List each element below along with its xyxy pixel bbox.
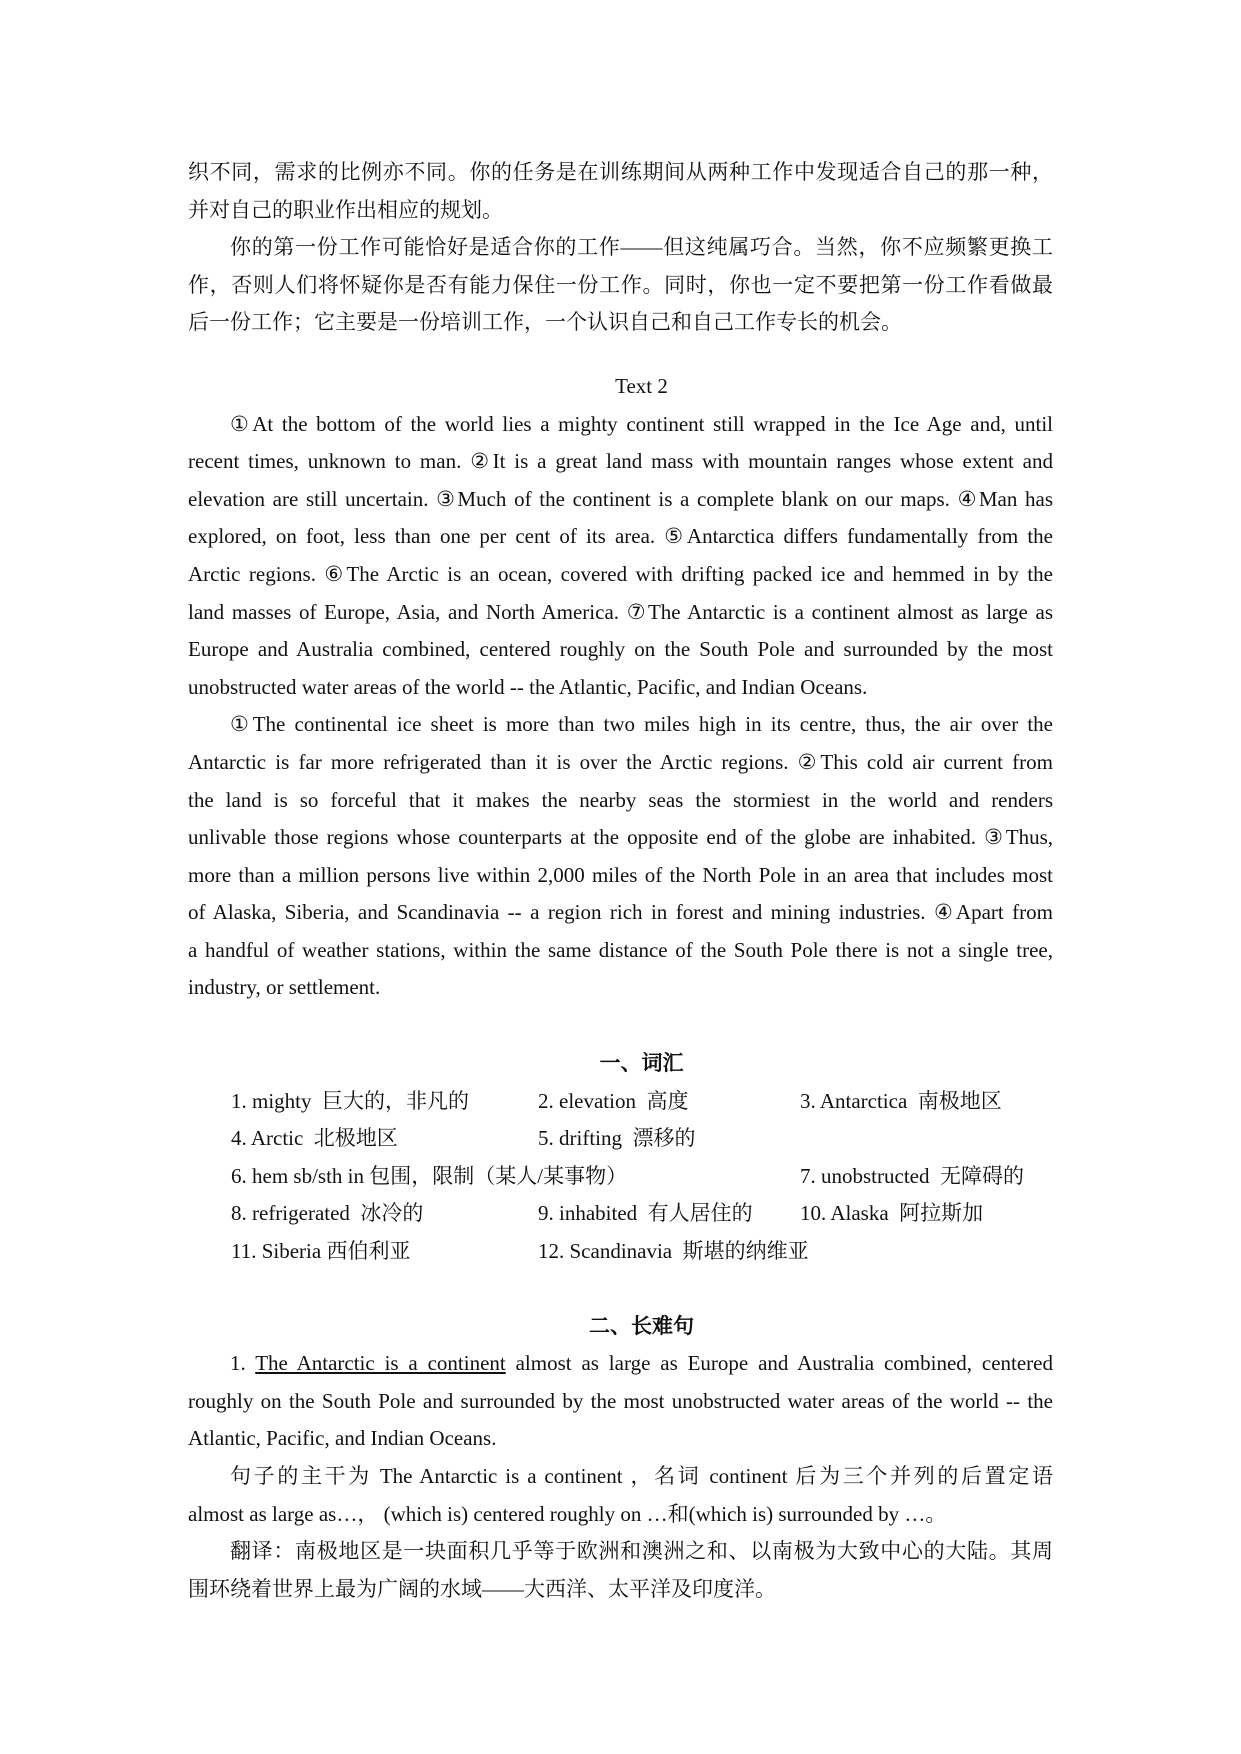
underlined-subject: The Antarctic is a continent [255,1351,506,1376]
sentence-translation [188,1533,1053,1608]
reading-paragraph [188,406,1053,707]
text-line: more than a million persons live within 2,000 miles of the North Pole in an area that includes most [188,862,1053,887]
vocab-row [188,1195,1053,1233]
example-sentence [188,1345,1053,1458]
reading-paragraph [188,706,1053,1007]
sentence-number: 1. [230,1351,256,1376]
vocab-item: 6. hem sb/sth in 包围，限制（某人/某事物） [231,1163,628,1188]
vocab-item: 4. Arctic 北极地区 [231,1126,398,1151]
text-line: 翻译：南极地区是一块面积几乎等于欧洲和澳洲之和、以南极为大致中心的大陆。其周 [230,1539,1053,1564]
vocab-item: 2. elevation 高度 [538,1088,689,1113]
text-line: almost as large as…， (which is) centered roughly on …和(which is) surrounded by …。 [188,1501,947,1526]
text-line: 作，否则人们将怀疑你是否有能力保住一份工作。同时，你也一定不要把第一份工作看做最 [188,272,1053,297]
vocab-item: 9. inhabited 有人居住的 [538,1201,753,1226]
text-line: industry, or settlement. [188,975,381,1000]
vocab-item: 8. refrigerated 冰冷的 [231,1201,424,1226]
vocab-item: 1. mighty 巨大的，非凡的 [231,1088,470,1113]
vocabulary-heading: 一、词汇 [599,1051,684,1076]
vocab-item: 7. unobstructed 无障碍的 [800,1163,1024,1188]
vocab-row [188,1158,1053,1196]
sentence-analysis [188,1458,1053,1533]
translation-paragraph [188,229,1053,342]
translation-paragraph [188,154,1053,229]
vocab-item: 11. Siberia 西伯利亚 [231,1239,411,1264]
text-line: land masses of Europe, Asia, and North America. ⑦The Antarctic is a continent almost as large as [188,599,1053,624]
vocabulary-list [188,1083,1053,1271]
document-body [188,154,1053,1608]
vocab-row [188,1083,1053,1121]
vocab-row [188,1120,1053,1158]
text-line: unobstructed water areas of the world -- the Atlantic, Pacific, and Indian Oceans. [188,674,868,699]
text-line: Antarctic is far more refrigerated than it is over the Arctic regions. ②This cold air current from [188,749,1053,774]
vocab-row [188,1233,1053,1271]
text-line: the land is so forceful that it makes the nearby seas the stormiest in the world and renders [188,787,1053,812]
text-line: 围环绕着世界上最为广阔的水域——大西洋、太平洋及印度洋。 [188,1576,776,1601]
text-line: roughly on the South Pole and surrounded by the most unobstructed water areas of the world -- the [188,1388,1053,1413]
text-line: a handful of weather stations, within the same distance of the South Pole there is not a single tree, [188,937,1053,962]
text-line: 织不同，需求的比例亦不同。你的任务是在训练期间从两种工作中发现适合自己的那一种， [188,160,1053,184]
section-title: Text 2 [615,373,668,398]
text-line: 并对自己的职业作出相应的规划。 [188,197,503,222]
vocab-item: 5. drifting 漂移的 [538,1126,696,1151]
text-line: elevation are still uncertain. ③Much of the continent is a complete blank on our maps. ④Man has [188,486,1053,511]
text-line: Atlantic, Pacific, and Indian Oceans. [188,1426,497,1451]
text-line [188,1345,1053,1383]
vocab-item: 10. Alaska 阿拉斯加 [800,1201,984,1226]
text-line: 你的第一份工作可能恰好是适合你的工作——但这纯属巧合。当然，你不应频繁更换工 [230,235,1053,260]
text-line: Europe and Australia combined, centered roughly on the South Pole and surrounded by the most [188,637,1053,662]
text-line: explored, on foot, less than one per cent of its area. ⑤Antarctica differs fundamentally from the [188,524,1053,549]
text-line: unlivable those regions whose counterparts at the opposite end of the globe are inhabited. ③Thus, [188,825,1053,850]
long-sentences-heading: 二、长难句 [589,1313,694,1338]
text-line: Arctic regions. ⑥The Arctic is an ocean, covered with drifting packed ice and hemmed in by the [188,561,1053,586]
text-line: ①At the bottom of the world lies a mighty continent still wrapped in the Ice Age and, until [230,411,1053,436]
vocab-item: 12. Scandinavia 斯堪的纳维亚 [538,1239,809,1264]
vocab-item: 3. Antarctica 南极地区 [800,1088,1002,1113]
text-line: of Alaska, Siberia, and Scandinavia -- a region rich in forest and mining industries. ④Apart from [188,900,1053,925]
text-line: 后一份工作；它主要是一份培训工作，一个认识自己和自己工作专长的机会。 [188,310,902,335]
text-line: 句子的主干为 The Antarctic is a continent ，名词 continent 后为三个并列的后置定语 [230,1464,1053,1488]
text-line: ①The continental ice sheet is more than two miles high in its centre, thus, the air over the [230,712,1053,737]
text-line: recent times, unknown to man. ②It is a great land mass with mountain ranges whose extent and [188,449,1053,474]
sentence-text: almost as large as Europe and Australia combined, centered [505,1351,1053,1376]
